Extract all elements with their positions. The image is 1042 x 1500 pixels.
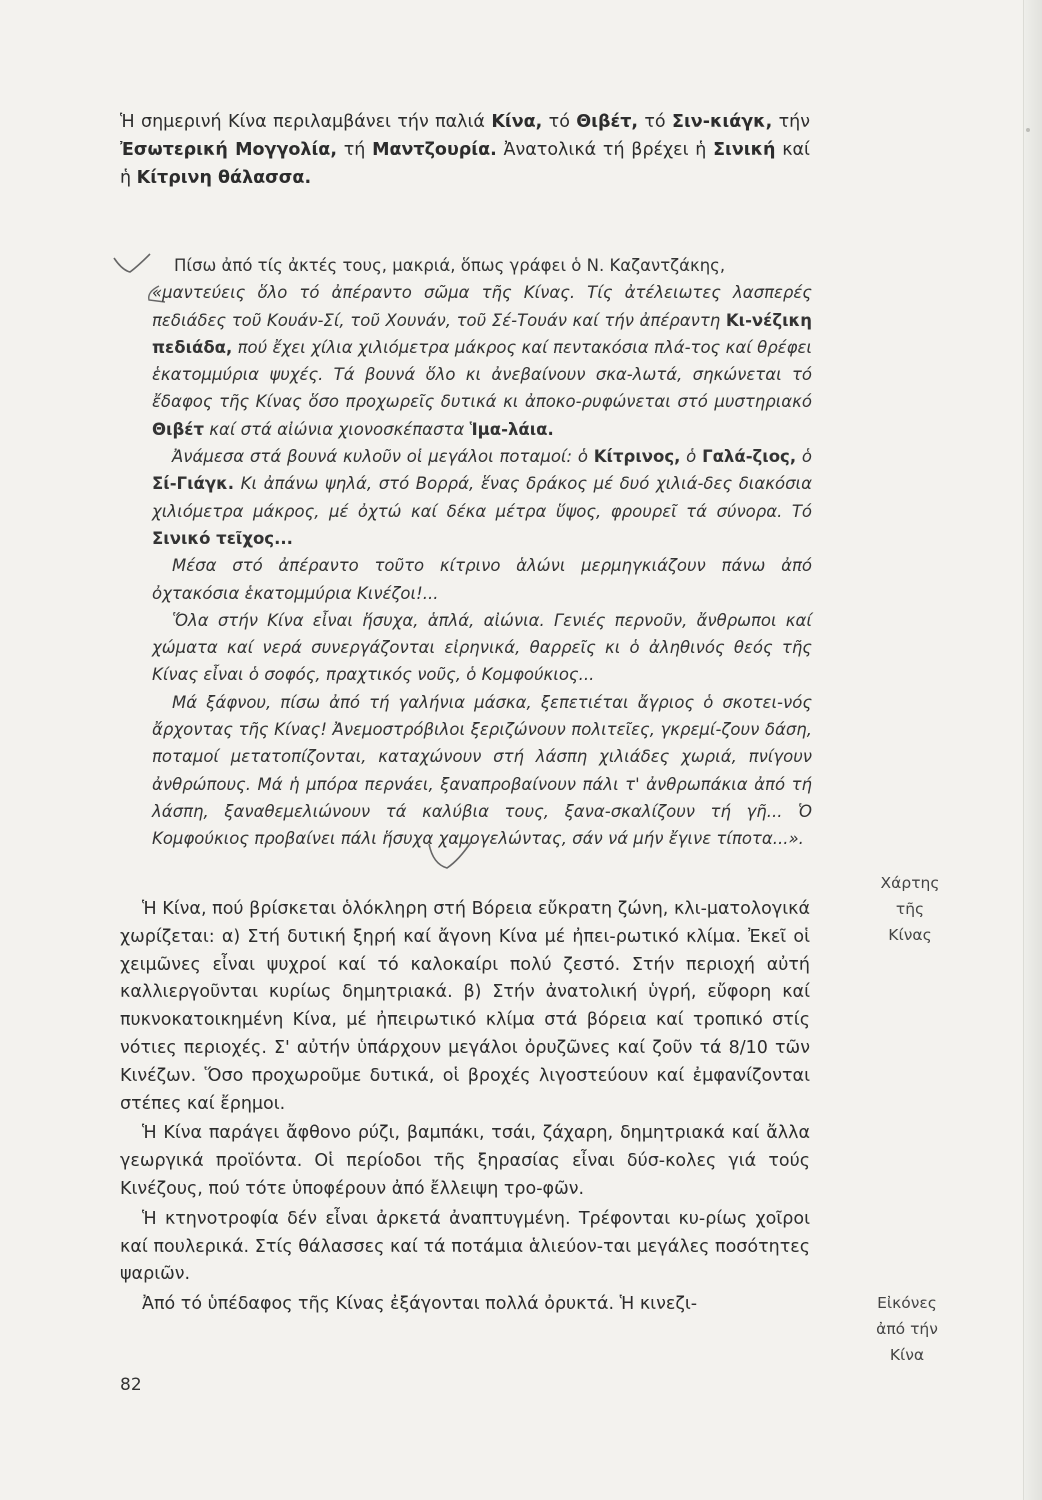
quote-paragraph-4: Ὅλα στήν Κίνα εἶναι ἥσυχα, ἁπλά, αἰώνια. Γενιές περνοῦν, ἄνθρωποι καί χώματα καί νερά συνεργάζονται εἰρηνικά, θαρρεῖς κι ὁ ἀληθινός θεός τῆς Κίνας εἶναι ὁ σοφός, πραχτικός νοῦς, ὁ Κομφούκιος... [152, 610, 812, 685]
intro-text: Ἀνατολικά τή βρέχει ἡ [496, 140, 714, 160]
agriculture-paragraph: Ἡ Κίνα παράγει ἄφθονο ρύζι, βαμπάκι, τσάι, ζάχαρη, δημητριακά καί ἄλλα γεωργικά προϊόντα. Οἱ περίοδοι τῆς ξηρασίας εἶναι δύσ-κολες γιά τούς Κινέζους, πού τότε ὑποφέρουν ἀπό ἔλλειψη τρο-φῶν. [120, 1123, 810, 1199]
term-yellow-river: Κίτρινος, [593, 447, 681, 467]
side-note-line: Εἰκόνες [877, 1294, 937, 1312]
quote-paragraph-3: Μέσα στό ἀπέραντο τοῦτο κίτρινο ἁλώνι μερμηγκιάζουν πάνω ἀπό ὀχτακόσια ἑκατομμύρια Κινέζοι!... [152, 556, 812, 603]
kazantzakis-quote [152, 252, 812, 853]
quote-text: Ἀνάμεσα στά βουνά κυλοῦν οἱ μεγάλοι ποταμοί: ὁ [172, 447, 594, 467]
term-yellow-sea: Κίτρινη θάλασσα. [136, 168, 312, 188]
term-inner-mongolia: Ἐσωτερική Μογγολία, [120, 140, 337, 160]
page-edge [1023, 0, 1042, 1500]
climate-paragraph: Ἡ Κίνα, πού βρίσκεται ὁλόκληρη στή Βόρεια εὔκρατη ζώνη, κλι-ματολογικά χωρίζεται: α) Στή δυτική ξηρή καί ἄγονη Κίνα μέ ἠπει-ρωτικό κλίμα. Ἐκεῖ οἱ χειμῶνες εἶναι ψυχροί καί τό καλοκαίρι πολύ ζεστό. Στήν περιοχή αὐτή καλλιεργοῦνται κυρίως δημητριακά. β) Στήν ἀνατολική ὑγρή, εὔφορη καί πυκνοκατοικημένη Κίνα, μέ ἠπειρωτικό κλίμα στά βόρεια καί τροπικό στίς νότιες περιοχές. Σ' αὐτήν ὑπάρχουν μεγάλοι ὀρυζῶνες καί ζοῦν τά 8/10 τῶν Κινέζων. Ὅσο προχωροῦμε δυτικά, οἱ βροχές λιγοστεύουν καί ἐμφανίζονται στέπες καί ἔρημοι. [120, 899, 810, 1114]
side-note-line: ἀπό τήν [876, 1320, 938, 1338]
intro-text: τό [542, 112, 577, 132]
term-chinese-plain: Κι-νέζικη πεδιάδα, [152, 310, 812, 357]
side-note-line: Χάρτης [880, 874, 940, 892]
quote-text: καί στά αἰώνια χιονοσκέπαστα [203, 419, 470, 439]
term-himalaya: Ἱμα-λάια. [469, 419, 554, 439]
quote-text: πού ἔχει χίλια χιλιόμετρα μάκρος καί πεντακόσια πλά-τος καί θρέφει ἑκατομμύρια ψυχές. Τά βουνά ὅλο κι ἀνεβαίνουν σκα-λωτά, σηκώνεται τό ἔδαφος τῆς Κίνας ὅσο προχωρεῖς δυτικά κι ἀποκο-ρυφώνεται στό μυστηριακό [152, 337, 812, 412]
quote-text: Κι ἀπάνω ψηλά, στό Βορρά, ἕνας δράκος μέ δυό χιλιά-δες διακόσια χιλιόμετρα μάκρος, μέ ὀχτώ καί δέκα μέτρα ὕψος, φρουρεῖ τά σύνορα. Τό [152, 474, 812, 521]
pencil-check-mark [112, 252, 152, 274]
paper-speck [1026, 128, 1030, 132]
term-sinkiang: Σιν-κιάγκ, [672, 112, 773, 132]
term-tibet: Θιβέτ [152, 419, 204, 439]
quote-paragraph-1 [152, 279, 812, 443]
side-note-map [855, 870, 965, 948]
term-manchuria: Μαντζουρία. [372, 140, 497, 160]
minerals-paragraph: Ἀπό τό ὑπέδαφος τῆς Κίνας ἐξάγονται πολλά ὀρυκτά. Ἡ κινεζι- [142, 1294, 698, 1315]
intro-text: τή [336, 140, 373, 160]
intro-text: τό [638, 112, 672, 132]
side-note-line: Κίνας [888, 926, 932, 944]
quote-text: ὁ [796, 447, 812, 467]
term-blue-river: Γαλά-ζιος, [702, 447, 797, 467]
term-tibet: Θιβέτ, [576, 112, 639, 132]
page-number: 82 [120, 1375, 142, 1395]
term-china-sea: Σινική [713, 140, 776, 160]
quote-paragraph-2 [152, 443, 812, 552]
main-text [120, 896, 810, 1321]
intro-paragraph [120, 108, 810, 192]
intro-text: καί ἡ [120, 140, 810, 188]
quote-lead: Πίσω ἀπό τίς ἀκτές τους, μακριά, ὅπως γράφει ὁ Ν. Καζαντζάκης, [174, 256, 726, 275]
quote-text: «μαντεύεις ὅλο τό ἀπέραντο σῶμα τῆς Κίνας. Τίς ἀτέλειωτες λασπερές πεδιάδες τοῦ Κουάν-Σί, τοῦ Χουνάν, τοῦ Σέ-Τουάν καί τήν ἀπέραντη [152, 283, 812, 330]
term-china: Κίνα, [491, 112, 543, 132]
quote-paragraph-5: Μά ξάφνου, πίσω ἀπό τή γαλήνια μάσκα, ξεπετιέται ἄγριος ὁ σκοτει-νός ἄρχοντας τῆς Κίνας! Ἀνεμοστρόβιλοι ξεριζώνουν πολιτεῖες, γκρεμί-ζουν δάση, ποταμοί μετατοπίζονται, καταχώνουν στή λάσπη χιλιάδες χωριά, πνίγουν ἀνθρώπους. Μά ἡ μπόρα περνάει, ξαναπροβαίνουν πάλι τ' ἀνθρωπάκια ἀπό τή λάσπη, ξαναθεμελιώνουν τά καλύβια τους, ξανα-σκαλίζουν τή γῆ... Ὁ Κομφούκιος προβαίνει πάλι ἥσυχα χαμογελώντας, σάν νά μήν ἔγινε τίποτα...». [152, 692, 812, 849]
side-note-images [852, 1290, 962, 1368]
side-note-line: τῆς [895, 900, 925, 918]
side-note-line: Κίνα [889, 1346, 925, 1364]
intro-text: Ἡ σημερινή Κίνα περιλαμβάνει τήν παλιά [120, 112, 492, 132]
quote-text: ὁ [680, 447, 703, 467]
term-great-wall: Σινικό τεῖχος... [152, 528, 293, 548]
livestock-paragraph: Ἡ κτηνοτροφία δέν εἶναι ἀρκετά ἀναπτυγμένη. Τρέφονται κυ-ρίως χοῖροι καί πουλερικά. Στίς θάλασσες καί τά ποτάμια ἁλιεύον-ται μεγάλες ποσότητες ψαριῶν. [120, 1208, 810, 1285]
term-si-yang: Σί-Γιάγκ. [152, 474, 235, 494]
pencil-check-mark [425, 838, 475, 872]
intro-text: τήν [772, 112, 810, 132]
